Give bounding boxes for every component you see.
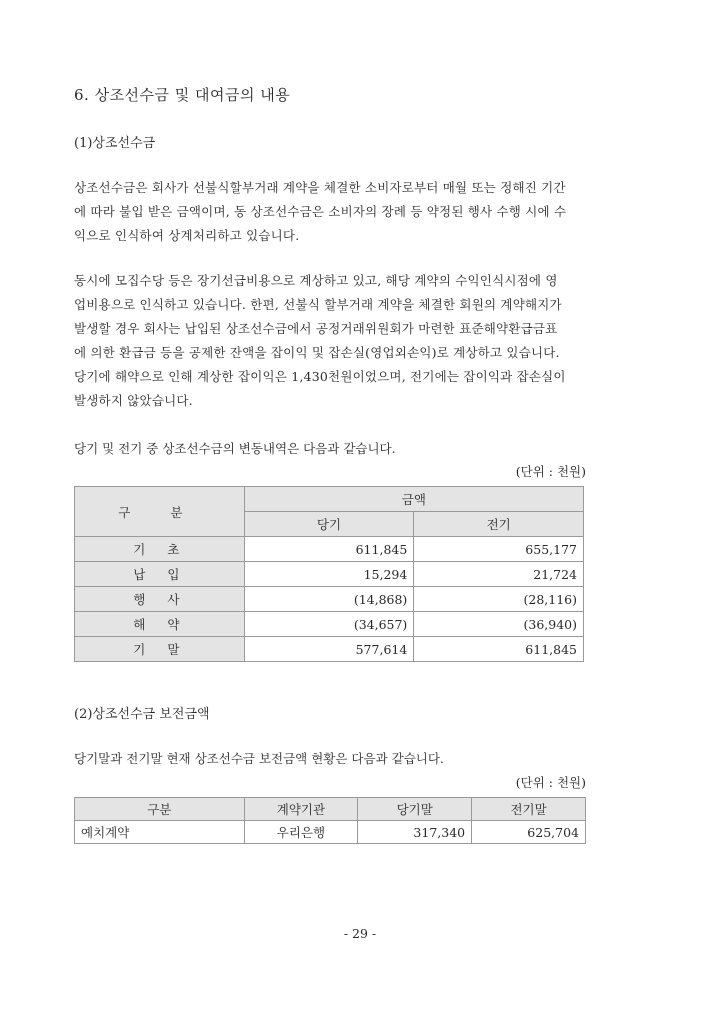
- table1-header-amount: 금액: [244, 487, 583, 512]
- table1-header-category: 구 분: [75, 487, 245, 537]
- row-label: 기말: [75, 637, 245, 662]
- subsection-title-guarantee: (2)상조선수금 보전금액: [74, 707, 210, 722]
- paragraph-line: 동시에 모집수당 등은 장기선급비용으로 계상하고 있고, 해당 계약의 수익인식시점에 영: [74, 273, 558, 288]
- page-number: - 29 -: [343, 926, 377, 941]
- table1-unit: (단위 : 천원): [515, 464, 586, 479]
- table-row: [75, 537, 584, 562]
- paragraph-line: 발생하지 않았습니다.: [74, 393, 193, 408]
- row-label: 기초: [75, 537, 245, 562]
- table1-intro: 당기 및 전기 중 상조선수금의 변동내역은 다음과 같습니다.: [74, 441, 396, 456]
- paragraph-line: 업비용으로 인식하고 있습니다. 한편, 선불식 할부거래 계약을 체결한 회원의 계약해지가: [74, 297, 562, 312]
- paragraph-line: 익으로 인식하여 상계처리하고 있습니다.: [74, 228, 300, 243]
- table2-intro: 당기말과 전기말 현재 상조선수금 보전금액 현황은 다음과 같습니다.: [74, 751, 444, 766]
- subsection-title-advance: (1)상조선수금: [74, 136, 156, 151]
- row-label: 해약: [75, 612, 245, 637]
- table-row: [75, 562, 584, 587]
- cell-institution: 우리은행: [244, 821, 358, 844]
- cell-current: 317,340: [358, 821, 472, 844]
- cell-current: (14,868): [244, 587, 414, 612]
- table1-header-current: 당기: [244, 512, 414, 537]
- cell-prior: 611,845: [414, 637, 584, 662]
- table-row: [75, 637, 584, 662]
- cell-prior: 625,704: [472, 821, 586, 844]
- table1-header-prior: 전기: [414, 512, 584, 537]
- table-row: [75, 587, 584, 612]
- table-row: [75, 612, 584, 637]
- table2-header-prior: 전기말: [472, 798, 586, 821]
- cell-current: 611,845: [244, 537, 414, 562]
- paragraph-line: 당기에 해약으로 인해 계상한 잡이익은 1,430천원이었으며, 전기에는 잡이익과 잡손실이: [74, 369, 566, 384]
- paragraph-line: 상조선수금은 회사가 선불식할부거래 계약을 체결한 소비자로부터 매월 또는 정해진 기간: [74, 180, 566, 195]
- paragraph-definition: [74, 176, 594, 248]
- cell-current: 15,294: [244, 562, 414, 587]
- table2-header-institution: 계약기관: [244, 798, 358, 821]
- table2-unit: (단위 : 천원): [515, 775, 586, 790]
- paragraph-line: 에 의한 환급금 등을 공제한 잔액을 잡이익 및 잡손실(영업외손익)로 계상하고 있습니다.: [74, 345, 560, 360]
- paragraph-line: 에 따라 불입 받은 금액이며, 동 상조선수금은 소비자의 장례 등 약정된 행사 수행 시에 수: [74, 204, 567, 219]
- cell-prior: (36,940): [414, 612, 584, 637]
- paragraph-commission: [74, 269, 594, 413]
- table-row: [75, 821, 586, 844]
- cell-prior: 655,177: [414, 537, 584, 562]
- row-label: 납입: [75, 562, 245, 587]
- advance-movement-table: [74, 486, 584, 662]
- cell-type: 예치계약: [75, 821, 245, 844]
- cell-prior: 21,724: [414, 562, 584, 587]
- guarantee-table: [74, 797, 586, 844]
- cell-current: (34,657): [244, 612, 414, 637]
- table2-header-category: 구분: [75, 798, 245, 821]
- table2-header-current: 당기말: [358, 798, 472, 821]
- cell-prior: (28,116): [414, 587, 584, 612]
- row-label: 행사: [75, 587, 245, 612]
- section-heading: 6. 상조선수금 및 대여금의 내용: [74, 86, 291, 104]
- cell-current: 577,614: [244, 637, 414, 662]
- paragraph-line: 발생할 경우 회사는 납입된 상조선수금에서 공정거래위원회가 마련한 표준해약환급금표: [74, 321, 558, 336]
